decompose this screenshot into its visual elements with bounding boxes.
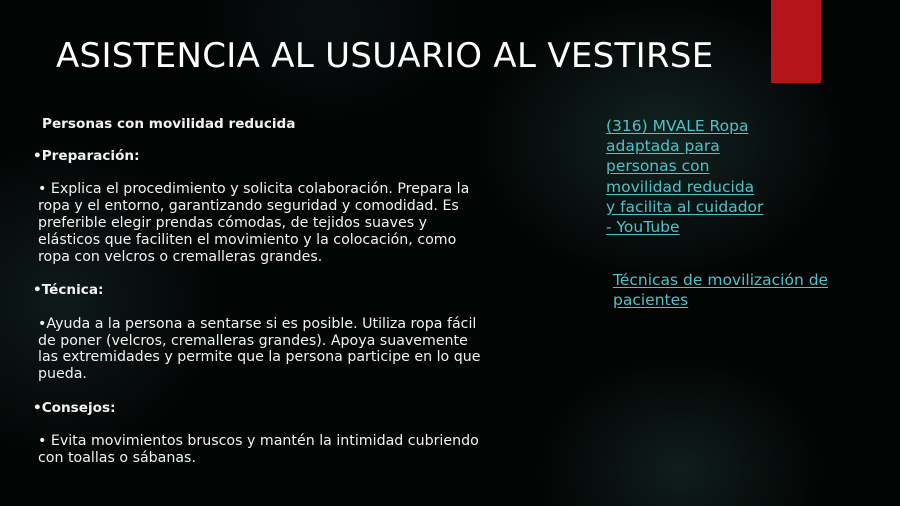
link-tecnicas-movilizacion[interactable]: Técnicas de movilización de pacientes	[613, 271, 829, 310]
section-heading-tecnica: •Técnica:	[33, 282, 104, 299]
section-heading-consejos: •Consejos:	[33, 399, 116, 416]
accent-bar	[771, 0, 821, 83]
content-subtitle: Personas con movilidad reducida	[42, 116, 296, 132]
slide-title: ASISTENCIA AL USUARIO AL VESTIRSE	[56, 36, 714, 76]
content-body	[33, 116, 483, 467]
links-panel	[606, 116, 866, 311]
link-youtube-video[interactable]: (316) MVALE Ropa adaptada para personas con movilidad reducida y facilita al cuidador - YouTube	[606, 117, 764, 237]
section-text-consejos: • Evita movimientos bruscos y mantén la intimidad cubriendo con toallas o sábanas.	[38, 433, 479, 467]
section-text-preparacion: • Explica el procedimiento y solicita colaboración. Prepara la ropa y el entorno, garantizando seguridad y comodidad. Es preferible elegir prendas cómodas, de tejidos suaves y elásticos que faciliten el movimiento y la colocación, como ropa con velcros o cremalleras grandes.	[38, 181, 470, 265]
section-heading-preparacion: •Preparación:	[33, 147, 140, 164]
section-text-tecnica: •Ayuda a la persona a sentarse si es posible. Utiliza ropa fácil de poner (velcros, cremalleras grandes). Apoya suavemente las extremidades y permite que la persona participe en lo que pueda.	[38, 315, 481, 383]
